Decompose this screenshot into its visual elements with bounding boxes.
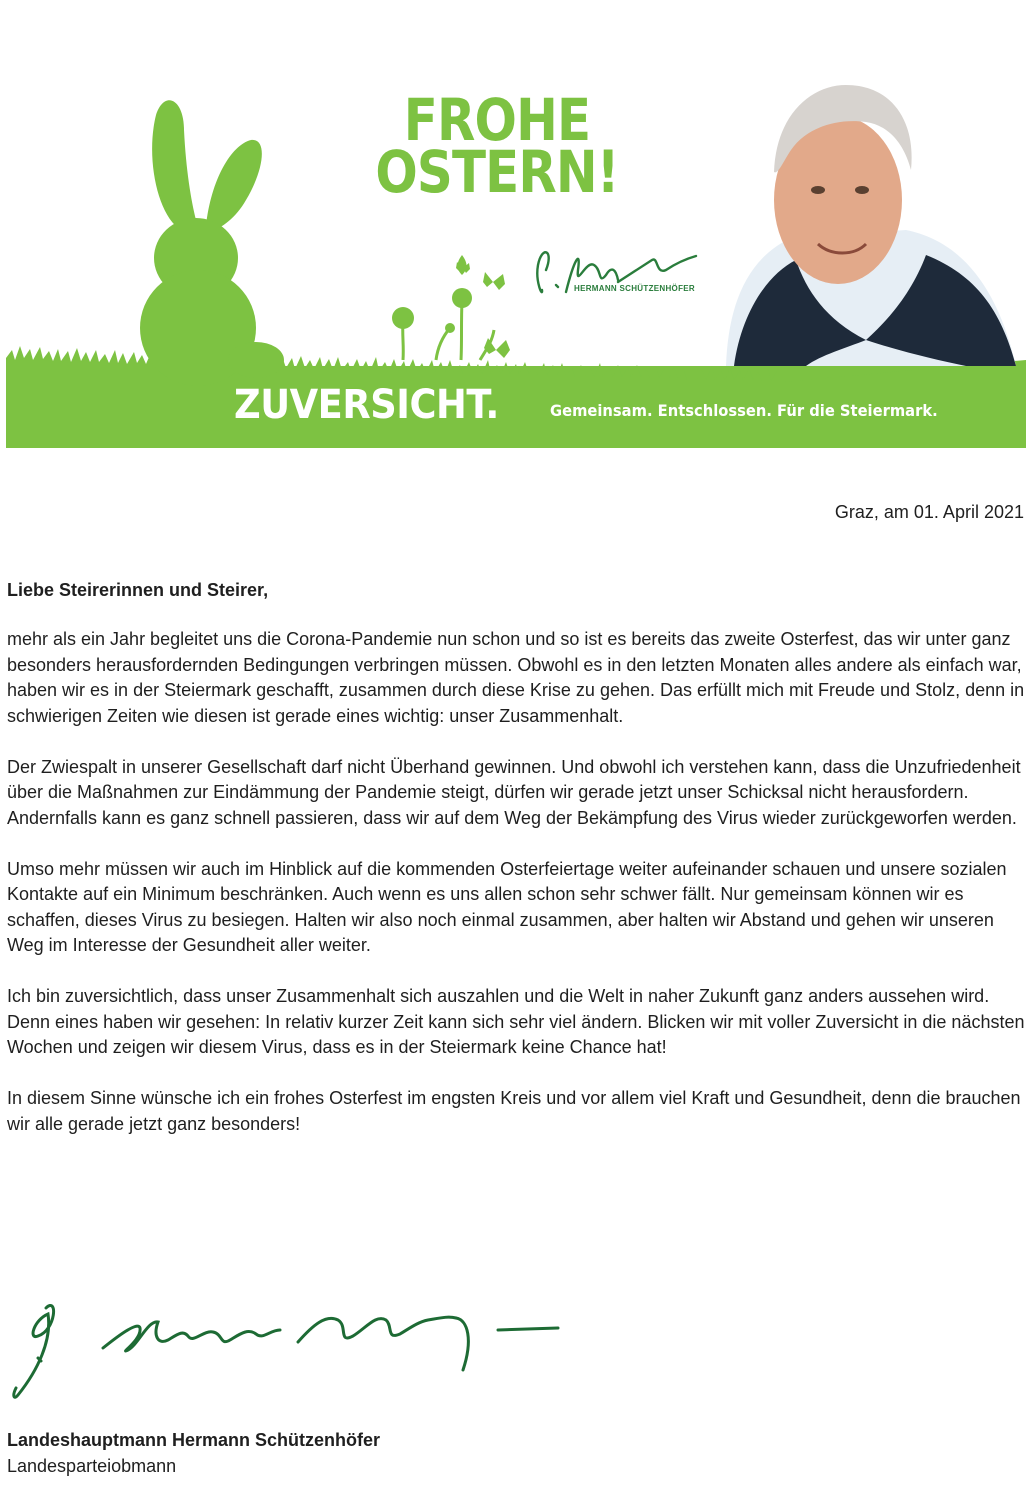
salutation: Liebe Steirerinnen und Steirer, <box>7 580 269 600</box>
paragraph: Ich bin zuversichtlich, dass unser Zusammenhalt sich auszahlen und die Welt in naher Zukunft ganz anders aussehen wird. Denn eines haben wir gesehen: In relativ kurzer Zeit kann sich sehr viel ändern. Blicken wir mit voller Zuversicht in die nächsten Wochen und zeigen wir diesem Virus, dass es in der Steiermark keine Chance hat! <box>7 986 1025 1057</box>
flower-heads-icon <box>392 255 510 358</box>
paragraph: In diesem Sinne wünsche ich ein frohes Osterfest im engsten Kreis und vor allem viel Kraft und Gesundheit, denn die brauchen wir alle gerade jetzt ganz besonders! <box>7 1088 1021 1134</box>
paragraph: mehr als ein Jahr begleitet uns die Corona-Pandemie nun schon und so ist es bereits das zweite Osterfest, das wir unter ganz besonders herausfordernden Bedingungen verbringen müssen. Obwohl es in den letzten Monaten alles andere als einfach war, haben wir es in der Steiermark geschafft, zusammen durch diese Krise zu gehen. Das erfüllt mich mit Freude und Stolz, denn in schwierigen Zeiten wie diesen ist gerade eines wichtig: unser Zusammenhalt. <box>7 629 1025 726</box>
paragraph: Umso mehr müssen wir auch im Hinblick auf die kommenden Osterfeiertage weiter aufeinander schauen und unsere sozialen Kontakte auf ein Minimum beschränken. Auch wenn es uns allen schon sehr schwer fällt. Nur gemeinsam können wir es schaffen, dieses Virus zu besiegen. Halten wir also noch einmal zusammen, aber halten wir Abstand und gehen wir unseren Weg im Interesse der Gesundheit aller weiter. <box>7 858 1007 955</box>
paragraph: Der Zwiespalt in unserer Gesellschaft darf nicht Überhand gewinnen. Und obwohl ich verstehen kann, dass die Unzufriedenheit über die Maßnahmen zur Eindämmung der Pandemie steigt, dürfen wir gerade jetzt unser Schicksal nicht herausfordern. Andernfalls kann es ganz schnell passieren, dass wir auf dem Weg der Bekämpfung des Virus wieder zurückgeworfen werden. <box>7 756 1021 828</box>
signature-caption: HERMANN SCHÜTZENHÖFER <box>574 284 695 293</box>
letter-date: Graz, am 01. April 2021 <box>834 502 1024 522</box>
letter-body <box>7 627 1027 1163</box>
easter-headline <box>368 86 626 206</box>
headline-line-2: OSTERN! <box>375 138 619 206</box>
slogan: ZUVERSICHT. <box>234 382 499 428</box>
headline-line-1: FROHE <box>403 86 591 154</box>
signer-name: Landeshauptmann Hermann Schützenhöfer <box>7 1430 381 1450</box>
handwritten-signature <box>8 1300 568 1415</box>
tagline: Gemeinsam. Entschlossen. Für die Steiermark. <box>550 401 938 420</box>
signature-icon <box>8 1300 568 1410</box>
signer-role: Landesparteiobmann <box>7 1456 177 1476</box>
easter-bunny-icon <box>140 100 284 386</box>
easter-banner <box>6 60 1026 448</box>
portrait-photo <box>726 85 1016 366</box>
